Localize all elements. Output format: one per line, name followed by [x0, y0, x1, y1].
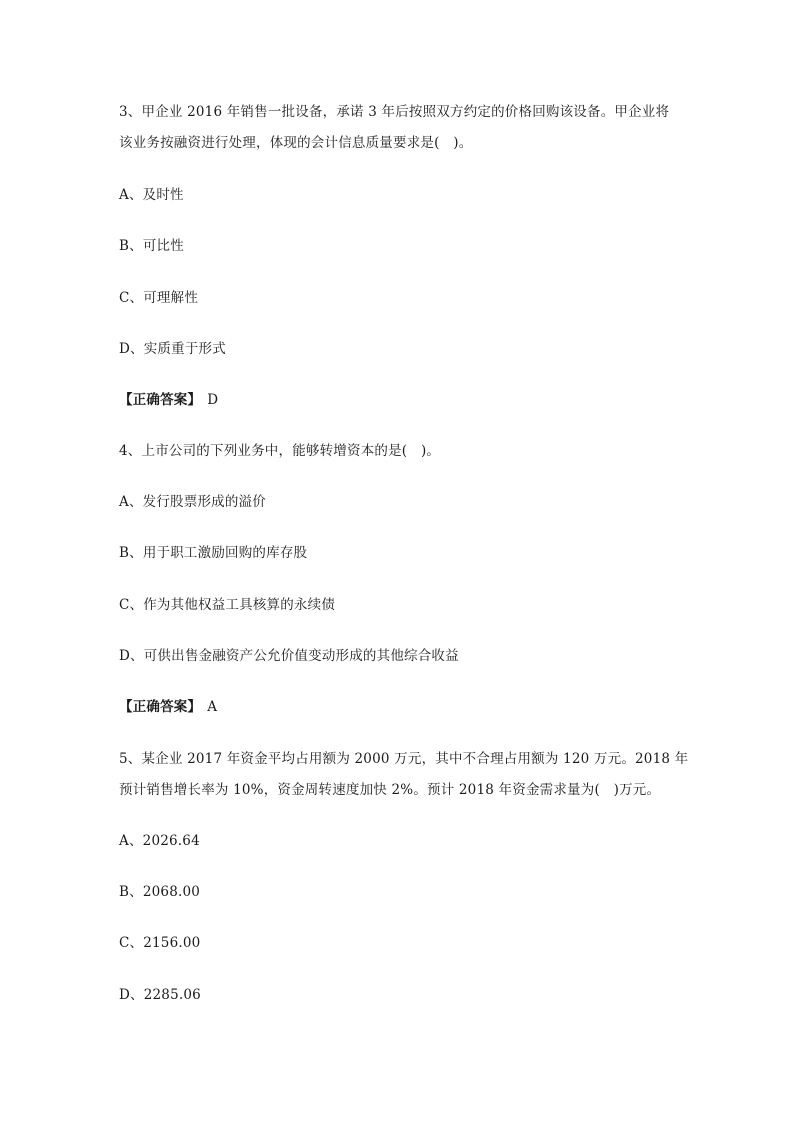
question-4-option-c: C、作为其他权益工具核算的永续债	[119, 597, 336, 613]
question-4-stem-line-1: 4、上市公司的下列业务中，能够转增资本的是( )。	[119, 443, 441, 459]
question-4-option-a: A、发行股票形成的溢价	[119, 494, 266, 510]
question-3-option-d: D、实质重于形式	[119, 341, 226, 357]
answer-value: D	[207, 392, 219, 408]
question-5-option-d: D、2285.06	[119, 987, 201, 1003]
question-4-option-b: B、用于职工激励回购的库存股	[119, 545, 308, 561]
question-3-option-b: B、可比性	[119, 238, 184, 254]
question-3-option-a: A、及时性	[119, 187, 184, 203]
question-5-option-c: C、2156.00	[119, 935, 201, 951]
question-5-stem-line-1: 5、某企业 2017 年资金平均占用额为 2000 万元，其中不合理占用额为 120 万元。2018 年	[119, 751, 689, 767]
answer-value: A	[207, 699, 218, 715]
question-5-option-a: A、2026.64	[119, 833, 200, 849]
question-3-answer	[119, 391, 218, 409]
question-3-stem-line-2: 该业务按融资进行处理，体现的会计信息质量要求是( )。	[119, 135, 473, 151]
question-5-stem-line-2: 预计销售增长率为 10%，资金周转速度加快 2%。预计 2018 年资金需求量为( )万元。	[119, 782, 661, 798]
question-4-answer	[119, 698, 217, 716]
answer-label: 【正确答案】	[119, 699, 202, 715]
question-3-option-c: C、可理解性	[119, 290, 199, 306]
question-3-stem-line-1: 3、甲企业 2016 年销售一批设备，承诺 3 年后按照双方约定的价格回购该设备。甲企业将	[119, 104, 670, 120]
answer-label: 【正确答案】	[119, 392, 202, 408]
question-4-option-d: D、可供出售金融资产公允价值变动形成的其他综合收益	[119, 648, 459, 664]
question-5-option-b: B、2068.00	[119, 884, 201, 900]
